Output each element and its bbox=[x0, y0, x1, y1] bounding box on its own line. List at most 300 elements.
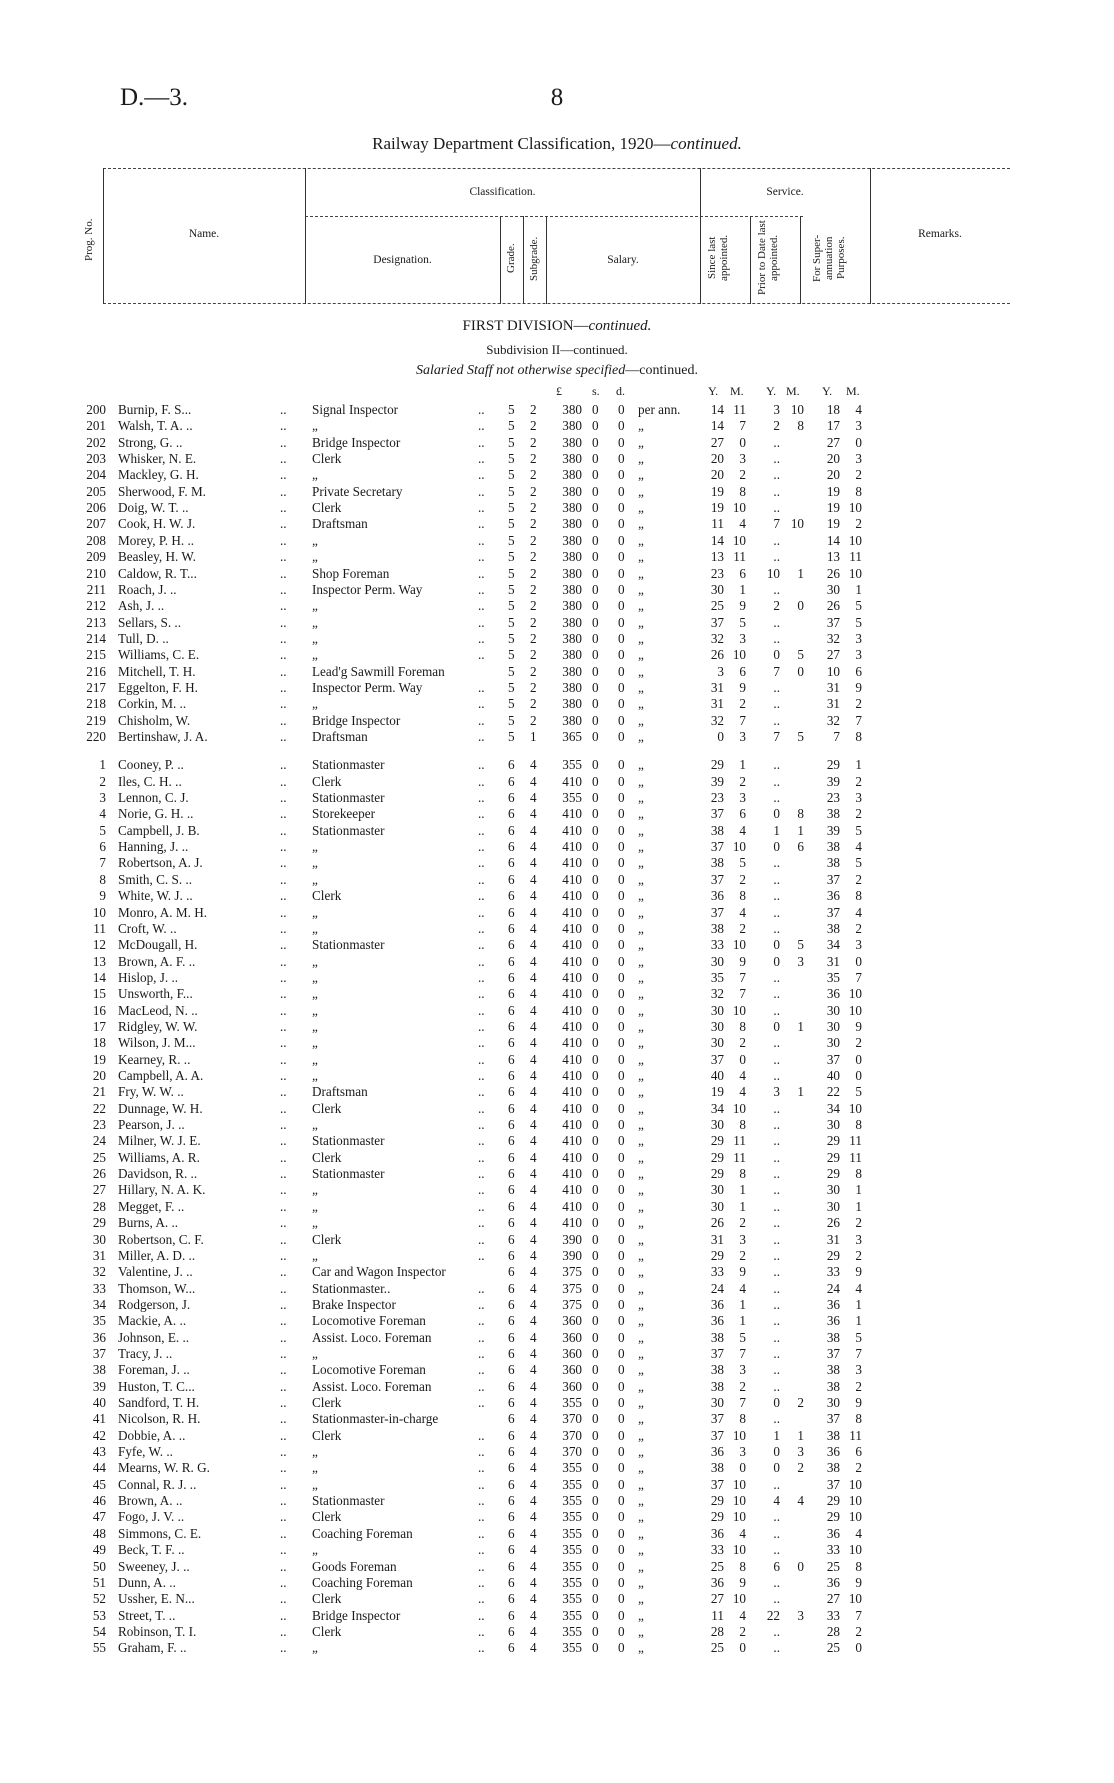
salary-pounds: 410 bbox=[562, 1133, 582, 1149]
salary-shillings: 0 bbox=[592, 630, 599, 646]
table-row bbox=[0, 839, 1114, 855]
total-months: 5 bbox=[855, 1084, 862, 1100]
leader-dots: .. bbox=[478, 1182, 485, 1198]
prior-months: 1 bbox=[797, 1018, 804, 1034]
salary-pounds: 410 bbox=[562, 822, 582, 838]
employee-name: Beasley, H. W. bbox=[118, 549, 196, 565]
salary-pounds: 355 bbox=[562, 1460, 582, 1476]
since-years: 29 bbox=[710, 1166, 724, 1182]
since-years: 32 bbox=[710, 630, 724, 646]
total-months: 7 bbox=[855, 969, 862, 985]
since-months: 2 bbox=[739, 1378, 746, 1394]
table-row bbox=[0, 1019, 1114, 1035]
salary-shillings: 0 bbox=[592, 712, 599, 728]
subgrade: 4 bbox=[530, 1345, 537, 1361]
table-row bbox=[0, 1117, 1114, 1133]
shilling-unit: s. bbox=[592, 384, 600, 398]
leader-dots: .. bbox=[280, 773, 287, 789]
total-years: 36 bbox=[826, 986, 840, 1002]
salary-pounds: 410 bbox=[562, 855, 582, 871]
grade: 6 bbox=[508, 1493, 515, 1509]
leader-dots: .. bbox=[280, 757, 287, 773]
prior-years: 0 bbox=[773, 1018, 780, 1034]
salary-period: „ bbox=[638, 614, 644, 630]
table-row bbox=[0, 1346, 1114, 1362]
total-years: 34 bbox=[826, 937, 840, 953]
employee-name: Robertson, A. J. bbox=[118, 855, 203, 871]
subgrade: 2 bbox=[530, 402, 537, 417]
since-years: 40 bbox=[710, 1068, 724, 1083]
salary-pounds: 380 bbox=[562, 598, 582, 614]
total-years: 36 bbox=[826, 1444, 840, 1460]
employee-name: Monro, A. M. H. bbox=[118, 904, 208, 920]
column-header bbox=[83, 168, 1010, 304]
since-years: 35 bbox=[710, 969, 724, 985]
prior-months: 2 bbox=[797, 1395, 804, 1410]
since-years: 14 bbox=[710, 418, 724, 434]
since-years: 33 bbox=[710, 1264, 724, 1280]
designation: Stationmaster bbox=[312, 757, 385, 773]
table-row bbox=[0, 1232, 1114, 1248]
prog-no: 28 bbox=[92, 1198, 106, 1214]
grade: 6 bbox=[508, 1558, 515, 1574]
salary-period: „ bbox=[638, 1247, 644, 1263]
leader-dots: .. bbox=[280, 1215, 287, 1231]
salary-pence: 0 bbox=[618, 1493, 625, 1509]
designation: Stationmaster-in-charge bbox=[312, 1411, 439, 1427]
leader-dots: .. bbox=[280, 1444, 287, 1460]
since-months: 7 bbox=[739, 969, 746, 985]
designation: Inspector Perm. Way bbox=[312, 679, 423, 695]
salary-pounds: 410 bbox=[562, 1149, 582, 1165]
total-months: 0 bbox=[855, 1640, 862, 1656]
salary-pounds: 375 bbox=[562, 1296, 582, 1312]
since-months: 2 bbox=[739, 871, 746, 887]
salary-pounds: 355 bbox=[562, 1525, 582, 1541]
leader-dots: .. bbox=[478, 871, 485, 887]
salary-pence: 0 bbox=[618, 1264, 625, 1280]
total-months: 8 bbox=[855, 1411, 862, 1427]
leader-dots: .. bbox=[478, 1068, 485, 1083]
table-row bbox=[0, 1264, 1114, 1280]
grade: 6 bbox=[508, 839, 515, 855]
salary-pounds: 355 bbox=[562, 1509, 582, 1525]
prior-months: 10 bbox=[790, 516, 804, 532]
table-row bbox=[0, 1575, 1114, 1591]
leader-dots: .. bbox=[280, 467, 287, 483]
prog-no: 20 bbox=[92, 1068, 106, 1083]
designation: „ bbox=[312, 1002, 318, 1018]
employee-name: Morey, P. H. .. bbox=[118, 532, 195, 548]
total-years: 26 bbox=[826, 598, 840, 614]
since-years: 32 bbox=[710, 986, 724, 1002]
table-row bbox=[0, 872, 1114, 888]
total-years: 19 bbox=[826, 500, 840, 516]
salary-period: „ bbox=[638, 920, 644, 936]
grade: 6 bbox=[508, 1591, 515, 1607]
salary-pence: 0 bbox=[618, 663, 625, 679]
total-months: 8 bbox=[855, 888, 862, 904]
subgrade: 4 bbox=[530, 1117, 537, 1133]
salary-shillings: 0 bbox=[592, 1574, 599, 1590]
salary-pence: 0 bbox=[618, 953, 625, 969]
designation: „ bbox=[312, 1198, 318, 1214]
leader-dots: .. bbox=[478, 1215, 485, 1231]
grade: 5 bbox=[508, 483, 515, 499]
leader-dots: .. bbox=[280, 1476, 287, 1492]
salary-period: „ bbox=[638, 1280, 644, 1296]
salary-pence: 0 bbox=[618, 1591, 625, 1607]
designation: Coaching Foreman bbox=[312, 1574, 413, 1590]
grade: 5 bbox=[508, 679, 515, 695]
total-months: 2 bbox=[855, 1035, 862, 1051]
since-years: 37 bbox=[710, 806, 724, 822]
employee-name: Davidson, R. .. bbox=[118, 1166, 198, 1182]
since-months: 5 bbox=[739, 855, 746, 871]
table-row bbox=[0, 1248, 1114, 1264]
leader-dots: .. bbox=[280, 1542, 287, 1558]
salary-pounds: 410 bbox=[562, 806, 582, 822]
grade: 6 bbox=[508, 1640, 515, 1656]
since-months: 1 bbox=[739, 1198, 746, 1214]
leader-dots: .. bbox=[478, 1493, 485, 1509]
prior-years: .. bbox=[773, 986, 780, 1002]
leader-dots: .. bbox=[280, 1182, 287, 1198]
total-years: 36 bbox=[826, 1313, 840, 1329]
salary-pence: 0 bbox=[618, 451, 625, 467]
prior-years: .. bbox=[773, 1345, 780, 1361]
prior-years: .. bbox=[773, 1362, 780, 1378]
designation: Draftsman bbox=[312, 516, 368, 532]
prior-years: 0 bbox=[773, 1444, 780, 1460]
since-years: 38 bbox=[710, 1460, 724, 1476]
leader-dots: .. bbox=[478, 1623, 485, 1639]
total-years: 35 bbox=[826, 969, 840, 985]
since-years: 36 bbox=[710, 1313, 724, 1329]
since-months: 3 bbox=[739, 1362, 746, 1378]
prog-no: 205 bbox=[86, 483, 106, 499]
prior-years: .. bbox=[773, 790, 780, 806]
total-months: 6 bbox=[855, 1444, 862, 1460]
salary-pounds: 380 bbox=[562, 663, 582, 679]
leader-dots: .. bbox=[478, 757, 485, 773]
total-years: 30 bbox=[826, 1198, 840, 1214]
leader-dots: .. bbox=[478, 986, 485, 1002]
prior-months: 4 bbox=[797, 1493, 804, 1509]
total-months: 5 bbox=[855, 614, 862, 630]
salary-pounds: 360 bbox=[562, 1329, 582, 1345]
prior-years: 2 bbox=[773, 598, 780, 614]
salary-pounds: 380 bbox=[562, 516, 582, 532]
salary-pence: 0 bbox=[618, 1395, 625, 1410]
salary-shillings: 0 bbox=[592, 549, 599, 565]
leader-dots: .. bbox=[478, 581, 485, 597]
salary-shillings: 0 bbox=[592, 920, 599, 936]
grade: 6 bbox=[508, 1117, 515, 1133]
subgrade: 4 bbox=[530, 1280, 537, 1296]
table-row bbox=[0, 1477, 1114, 1493]
grade: 6 bbox=[508, 953, 515, 969]
subgrade: 4 bbox=[530, 1411, 537, 1427]
table-row bbox=[0, 1395, 1114, 1411]
table-row bbox=[0, 664, 1114, 680]
total-months: 10 bbox=[848, 1493, 862, 1509]
total-years: 31 bbox=[826, 953, 840, 969]
designation: Clerk bbox=[312, 451, 342, 467]
subgrade: 4 bbox=[530, 1133, 537, 1149]
grade: 6 bbox=[508, 1133, 515, 1149]
since-years: 37 bbox=[710, 614, 724, 630]
table-row bbox=[0, 806, 1114, 822]
total-months: 0 bbox=[855, 1068, 862, 1083]
units-row bbox=[0, 384, 1114, 400]
prior-years: .. bbox=[773, 1411, 780, 1427]
prog-no: 17 bbox=[92, 1018, 106, 1034]
subgrade: 2 bbox=[530, 712, 537, 728]
table-row bbox=[0, 549, 1114, 565]
since-months: 10 bbox=[732, 1476, 746, 1492]
table-row bbox=[0, 451, 1114, 467]
salary-shillings: 0 bbox=[592, 1280, 599, 1296]
employee-name: Hillary, N. A. K. bbox=[118, 1182, 206, 1198]
since-months: 10 bbox=[732, 500, 746, 516]
table-row bbox=[0, 1379, 1114, 1395]
salary-period: „ bbox=[638, 937, 644, 953]
grade: 6 bbox=[508, 855, 515, 871]
table-row bbox=[0, 533, 1114, 549]
subgrade: 4 bbox=[530, 1460, 537, 1476]
table-row bbox=[0, 1182, 1114, 1198]
salary-period: „ bbox=[638, 1395, 644, 1410]
since-years: 19 bbox=[710, 483, 724, 499]
subgrade: 2 bbox=[530, 434, 537, 450]
salary-pence: 0 bbox=[618, 1427, 625, 1443]
subgrade: 2 bbox=[530, 500, 537, 516]
employee-name: White, W. J. .. bbox=[118, 888, 193, 904]
prog-no: 218 bbox=[86, 696, 106, 712]
since-years: 11 bbox=[711, 1607, 724, 1623]
salary-pence: 0 bbox=[618, 1247, 625, 1263]
salary-pounds: 410 bbox=[562, 773, 582, 789]
leader-dots: .. bbox=[280, 679, 287, 695]
subgrade: 4 bbox=[530, 1362, 537, 1378]
total-years: 38 bbox=[826, 1362, 840, 1378]
employee-name: Fry, W. W. .. bbox=[118, 1084, 184, 1100]
leader-dots: .. bbox=[478, 1296, 485, 1312]
prog-no: 49 bbox=[92, 1542, 106, 1558]
prior-years: .. bbox=[773, 1215, 780, 1231]
since-years: 30 bbox=[710, 1198, 724, 1214]
total-years: 32 bbox=[826, 630, 840, 646]
salary-pence: 0 bbox=[618, 1002, 625, 1018]
subgrade: 2 bbox=[530, 630, 537, 646]
since-years: 32 bbox=[710, 712, 724, 728]
total-years: 30 bbox=[826, 1182, 840, 1198]
grade: 5 bbox=[508, 630, 515, 646]
salary-pounds: 380 bbox=[562, 679, 582, 695]
leader-dots: .. bbox=[478, 1640, 485, 1656]
designation: Clerk bbox=[312, 1509, 342, 1525]
salary-pence: 0 bbox=[618, 839, 625, 855]
grade: 6 bbox=[508, 1345, 515, 1361]
salary-pounds: 360 bbox=[562, 1313, 582, 1329]
salary-period: „ bbox=[638, 986, 644, 1002]
total-years: 38 bbox=[826, 1460, 840, 1476]
designation: „ bbox=[312, 1460, 318, 1476]
since-months: 6 bbox=[739, 663, 746, 679]
table-row bbox=[0, 1281, 1114, 1297]
since-years: 30 bbox=[710, 1035, 724, 1051]
employee-name: Huston, T. C... bbox=[118, 1378, 195, 1394]
table-row bbox=[0, 484, 1114, 500]
salary-pence: 0 bbox=[618, 1411, 625, 1427]
total-months: 0 bbox=[855, 953, 862, 969]
salary-pence: 0 bbox=[618, 1345, 625, 1361]
total-years: 26 bbox=[826, 1215, 840, 1231]
total-years: 39 bbox=[826, 822, 840, 838]
prog-no: 13 bbox=[92, 953, 106, 969]
subgrade: 4 bbox=[530, 773, 537, 789]
total-months: 8 bbox=[855, 1558, 862, 1574]
salary-pounds: 410 bbox=[562, 1051, 582, 1067]
since-months: 6 bbox=[739, 806, 746, 822]
table-row bbox=[0, 823, 1114, 839]
salary-pounds: 380 bbox=[562, 696, 582, 712]
total-years: 24 bbox=[826, 1280, 840, 1296]
since-months: 0 bbox=[739, 1051, 746, 1067]
since-months: 3 bbox=[739, 630, 746, 646]
salary-pence: 0 bbox=[618, 467, 625, 483]
prog-no: 36 bbox=[92, 1329, 106, 1345]
prior-months: 0 bbox=[797, 1558, 804, 1574]
leader-dots: .. bbox=[280, 1231, 287, 1247]
leader-dots: .. bbox=[280, 1623, 287, 1639]
subgrade: 4 bbox=[530, 1378, 537, 1394]
since-months: 4 bbox=[739, 516, 746, 532]
grade: 6 bbox=[508, 1607, 515, 1623]
salary-pence: 0 bbox=[618, 1117, 625, 1133]
subgrade: 2 bbox=[530, 696, 537, 712]
prior-years: .. bbox=[773, 614, 780, 630]
leader-dots: .. bbox=[478, 1329, 485, 1345]
total-years: 33 bbox=[826, 1607, 840, 1623]
designation: „ bbox=[312, 1068, 318, 1083]
salary-pence: 0 bbox=[618, 696, 625, 712]
designation: „ bbox=[312, 647, 318, 663]
designation: „ bbox=[312, 614, 318, 630]
since-months: 11 bbox=[733, 1149, 746, 1165]
salary-shillings: 0 bbox=[592, 1117, 599, 1133]
since-months: 2 bbox=[739, 467, 746, 483]
total-months: 2 bbox=[855, 806, 862, 822]
salary-pence: 0 bbox=[618, 986, 625, 1002]
total-years: 36 bbox=[826, 888, 840, 904]
leader-dots: .. bbox=[478, 1166, 485, 1182]
since-years: 14 bbox=[710, 402, 724, 417]
leader-dots: .. bbox=[280, 516, 287, 532]
salary-pence: 0 bbox=[618, 1558, 625, 1574]
since-months: 8 bbox=[739, 1411, 746, 1427]
salary-shillings: 0 bbox=[592, 1591, 599, 1607]
since-years: 27 bbox=[710, 434, 724, 450]
leader-dots: .. bbox=[478, 630, 485, 646]
since-years: 36 bbox=[710, 1444, 724, 1460]
total-months: 10 bbox=[848, 532, 862, 548]
leader-dots: .. bbox=[280, 822, 287, 838]
leader-dots: .. bbox=[280, 855, 287, 871]
leader-dots: .. bbox=[478, 822, 485, 838]
employee-name: Dunn, A. .. bbox=[118, 1574, 176, 1590]
total-months: 2 bbox=[855, 1247, 862, 1263]
table-row bbox=[0, 1133, 1114, 1149]
subgrade: 4 bbox=[530, 1444, 537, 1460]
total-years: 37 bbox=[826, 614, 840, 630]
table-row bbox=[0, 1084, 1114, 1100]
leader-dots: .. bbox=[478, 696, 485, 712]
subgrade: 4 bbox=[530, 1182, 537, 1198]
leader-dots: .. bbox=[478, 1574, 485, 1590]
total-months: 1 bbox=[855, 1198, 862, 1214]
total-years: 27 bbox=[826, 647, 840, 663]
salary-shillings: 0 bbox=[592, 614, 599, 630]
grade: 5 bbox=[508, 549, 515, 565]
total-months: 3 bbox=[855, 451, 862, 467]
salary-pence: 0 bbox=[618, 1362, 625, 1378]
leader-dots: .. bbox=[478, 1558, 485, 1574]
grade: 6 bbox=[508, 1051, 515, 1067]
leader-dots: .. bbox=[280, 598, 287, 614]
salary-shillings: 0 bbox=[592, 434, 599, 450]
prior-years: .. bbox=[773, 1133, 780, 1149]
prior-years: .. bbox=[773, 696, 780, 712]
total-years: 20 bbox=[826, 451, 840, 467]
salary-shillings: 0 bbox=[592, 647, 599, 663]
prior-years: .. bbox=[773, 500, 780, 516]
since-months: 4 bbox=[739, 1525, 746, 1541]
name-header: Name. bbox=[188, 228, 220, 240]
subgrade: 4 bbox=[530, 904, 537, 920]
grade: 6 bbox=[508, 1542, 515, 1558]
total-months: 3 bbox=[855, 647, 862, 663]
salary-period: „ bbox=[638, 1264, 644, 1280]
leader-dots: .. bbox=[478, 1100, 485, 1116]
col-rule bbox=[750, 216, 751, 304]
total-years: 36 bbox=[826, 1296, 840, 1312]
salary-shillings: 0 bbox=[592, 1493, 599, 1509]
table-row bbox=[0, 1330, 1114, 1346]
total-years: 29 bbox=[826, 1133, 840, 1149]
salary-period: „ bbox=[638, 434, 644, 450]
subgrade: 4 bbox=[530, 1623, 537, 1639]
prog-no: 200 bbox=[86, 402, 106, 417]
salary-period: „ bbox=[638, 1476, 644, 1492]
salary-shillings: 0 bbox=[592, 806, 599, 822]
salary-pence: 0 bbox=[618, 532, 625, 548]
salary-pence: 0 bbox=[618, 1133, 625, 1149]
since-months: 11 bbox=[733, 402, 746, 417]
total-years: 13 bbox=[826, 549, 840, 565]
leader-dots: .. bbox=[478, 920, 485, 936]
table-row bbox=[0, 713, 1114, 729]
prog-no: 34 bbox=[92, 1296, 106, 1312]
prior-years: .. bbox=[773, 451, 780, 467]
salary-pounds: 355 bbox=[562, 1493, 582, 1509]
grade: 6 bbox=[508, 1444, 515, 1460]
salary-shillings: 0 bbox=[592, 1068, 599, 1083]
employee-name: Miller, A. D. .. bbox=[118, 1247, 196, 1263]
salary-pounds: 355 bbox=[562, 757, 582, 773]
prog-no: 203 bbox=[86, 451, 106, 467]
